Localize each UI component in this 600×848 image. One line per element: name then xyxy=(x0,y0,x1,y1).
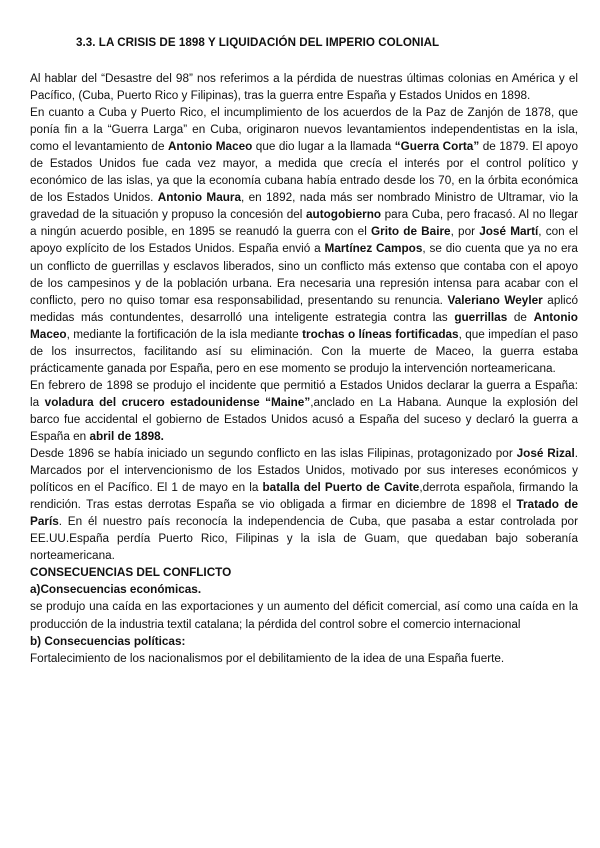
bold-term: trochas o líneas fortificadas xyxy=(302,327,459,341)
paragraph-filipinas xyxy=(30,445,578,564)
bold-term: batalla del Puerto de Cavite xyxy=(262,481,420,495)
bold-term: autogobierno xyxy=(305,208,382,222)
bold-term: Antonio Maceo xyxy=(30,310,578,341)
bold-term: “Guerra Corta” xyxy=(394,140,480,154)
text-run: , que impedían el paso de los insurrectos, facilitando así su eliminación. Con la muerte de Maceo, la guerra estaba prácticamente ganada por España, pero en ese momento se produjo la intervención norteamericana. xyxy=(30,327,578,375)
text-run: ,anclado en La Habana. Aunque la explosión del barco fue accidental el gobierno de Estados Unidos acusó a España del suceso y declaró la guerra a España en xyxy=(30,395,578,443)
paragraph-intro xyxy=(30,70,578,104)
economic-consequences-heading: a)Consecuencias económicas. xyxy=(30,583,202,597)
text-run: Desde 1896 se había iniciado un segundo conflicto en las islas Filipinas, protagonizado por xyxy=(30,447,517,461)
text-run: , por xyxy=(450,225,480,239)
text-run: aplicó medidas más contundentes, desarrolló una inteligente estrategia contra las xyxy=(30,293,578,324)
text-run: para Cuba, pero fracasó. Al no llegar a ningún acuerdo posible, en 1895 se reanudó la guerra con el xyxy=(30,208,578,239)
text-run: En cuanto a Cuba y Puerto Rico, el incumplimiento de los acuerdos de la Paz de Zanjón de 1878, que ponía fin a la “Guerra Larga” en Cuba, originaron nuevos levantamientos independentistas en la isla, como el levantamiento de xyxy=(30,106,578,154)
text-run: ,derrota española, firmando la rendición. Tras estas derrotas España se vio obligada a firmar en diciembre de 1898 el xyxy=(30,481,578,512)
bold-term: José Martí xyxy=(479,225,539,239)
bold-term: Martínez Campos xyxy=(324,242,423,256)
bold-term: guerrillas xyxy=(454,310,508,324)
page-title: 3.3. LA CRISIS DE 1898 Y LIQUIDACIÓN DEL IMPERIO COLONIAL xyxy=(76,36,440,49)
text-run: En febrero de 1898 se produjo el incidente que permitió a Estados Unidos declarar la guerra a España: la xyxy=(30,378,578,409)
bold-term: Antonio Maura xyxy=(157,191,242,205)
text-run: , se dio cuenta que ya no era un conflicto de guerrillas y esclavos liberados, sino un conflicto más extenso que contaba con el apoyo de los campesinos y de la población urbana. Era necesaria una represión intensa para acabar con el conflicto, pero no quiso tomar esa responsabilidad, presentando su renuncia. xyxy=(30,242,578,307)
text-run: . En él nuestro país reconocía la independencia de Cuba, que pasaba a estar controlada por EE.UU.España perdía Puerto Rico, Filipinas y la isla de Guam, que quedaban bajo soberanía norteamericana. xyxy=(30,515,578,563)
paragraph-cuba xyxy=(30,104,578,377)
bold-term: Antonio Maceo xyxy=(167,140,253,154)
text-run: de 1879. El apoyo de Estados Unidos fue cada vez mayor, a medida que crecía el interés por el control político y económico de las islas, ya que la economía cubana había entrado desde los 70, en la órbita económica de los Estados Unidos. xyxy=(30,140,578,205)
political-consequences-text: Fortalecimiento de los nacionalismos por el debilitamiento de la idea de una España fuerte. xyxy=(30,651,505,665)
bold-term: abril de 1898. xyxy=(89,429,164,443)
bold-term: Tratado de París xyxy=(30,498,578,529)
consequences-heading: CONSECUENCIAS DEL CONFLICTO xyxy=(30,566,232,580)
text-run: Al hablar del “Desastre del 98” nos referimos a la pérdida de nuestras últimas colonias en América y el Pacífico, (Cuba, Puerto Rico y Filipinas), tras la guerra entre España y Estados Unidos en 1898. xyxy=(30,72,578,103)
paragraph-maine xyxy=(30,377,578,445)
text-run: , mediante la fortificación de la isla mediante xyxy=(66,327,303,341)
bold-term: Valeriano Weyler xyxy=(447,293,543,307)
bold-term: Grito de Baire xyxy=(371,225,451,239)
text-run: que dio lugar a la llamada xyxy=(252,140,395,154)
economic-consequences-text: se produjo una caída en las exportaciones y un aumento del déficit comercial, así como una caída en la producción de la industria textil catalana; la pérdida del control sobre el comercio internacional xyxy=(30,600,578,631)
text-run: . Marcados por el intervencionismo de los Estados Unidos, motivado por sus intereses económicos y políticos en el Pacífico. El 1 de mayo en la xyxy=(30,447,578,495)
bold-term: José Rizal xyxy=(516,447,575,461)
bold-term: voladura del crucero estadounidense “Maine” xyxy=(44,395,311,409)
text-run: , con el apoyo explícito de los Estados Unidos. España envió a xyxy=(30,225,579,256)
text-run: de xyxy=(507,310,534,324)
document-body xyxy=(30,70,578,667)
text-run: , en 1892, nada más ser nombrado Ministro de Ultramar, vio la gravedad de la situación y propuso la concesión del xyxy=(30,191,578,222)
political-consequences-heading: b) Consecuencias políticas: xyxy=(30,634,186,648)
